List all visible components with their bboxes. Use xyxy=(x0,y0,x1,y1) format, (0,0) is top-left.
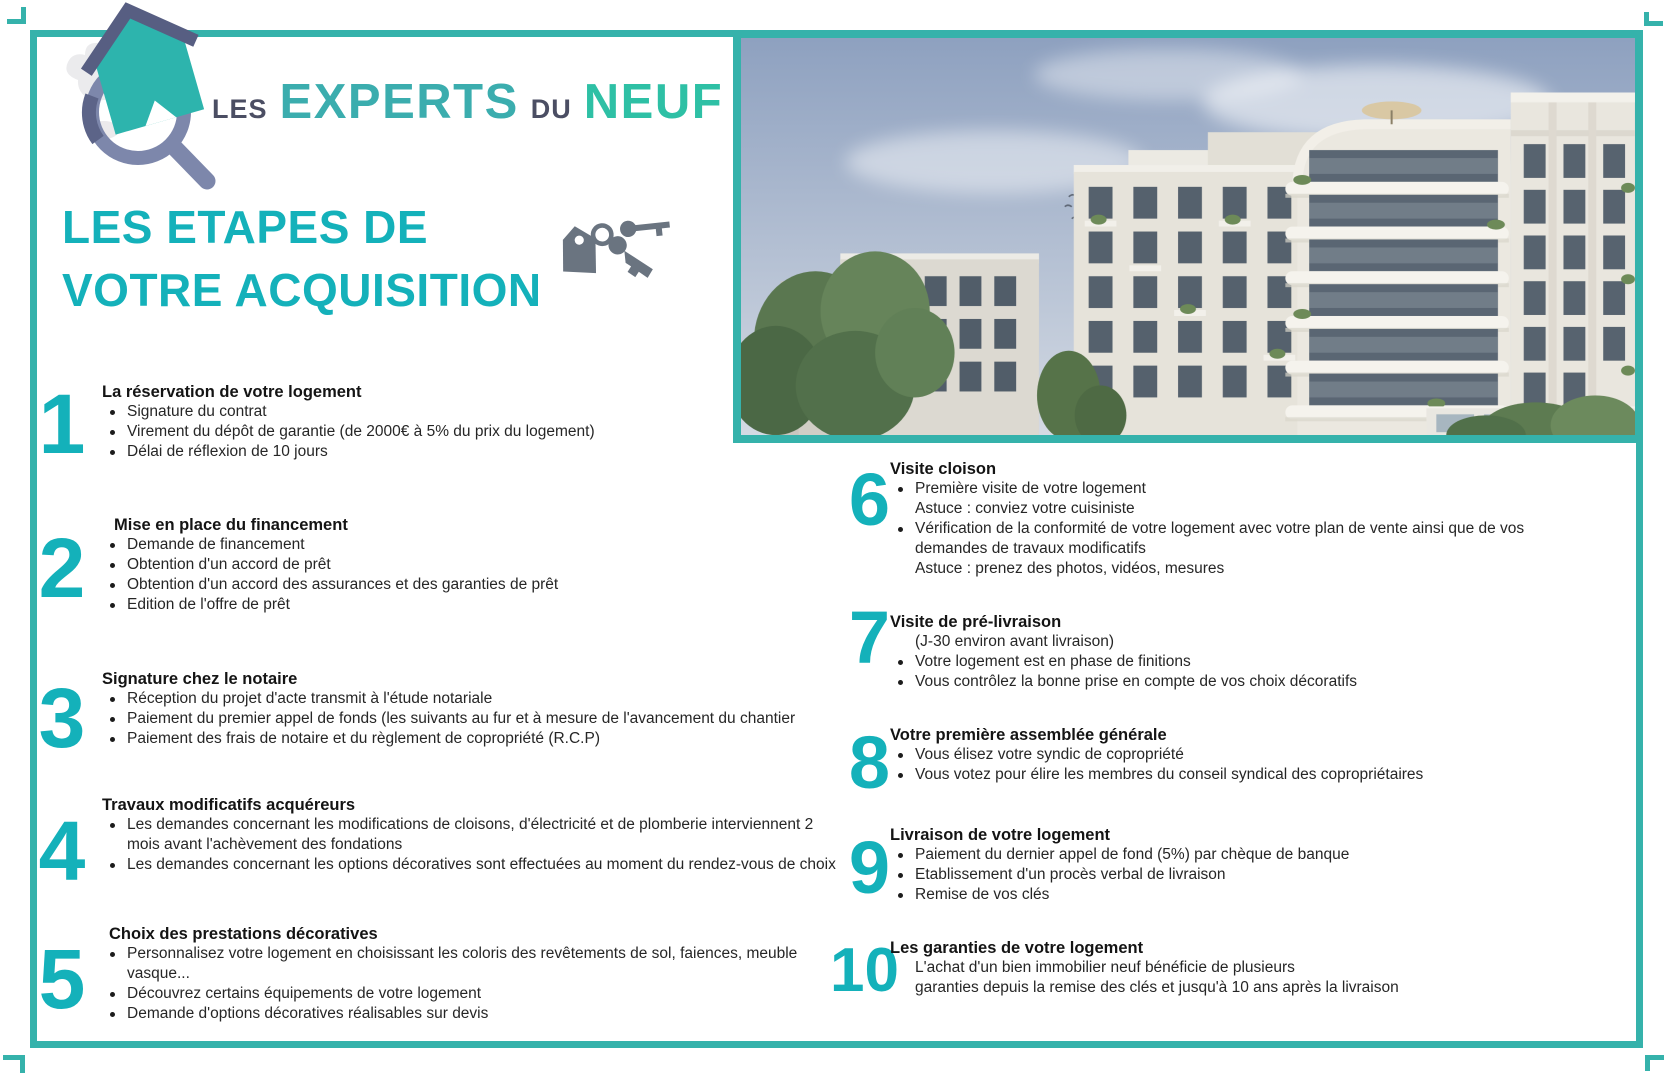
step-item: Vérification de la conformité de votre logement avec votre plan de vente ainsi que de vos xyxy=(890,519,1524,539)
step-number: 3 xyxy=(38,671,86,765)
step-item-note: Astuce : prenez des photos, vidéos, mesures xyxy=(915,560,1225,577)
step-heading: Signature chez le notaire xyxy=(102,670,298,688)
step-item: Vous contrôlez la bonne prise en compte de vos choix décoratifs xyxy=(890,672,1357,692)
corner-tower xyxy=(1285,101,1510,435)
step-item: Vous élisez votre syndic de copropriété xyxy=(890,745,1423,765)
step-number: 1 xyxy=(38,377,86,471)
step-number: 8 xyxy=(848,721,890,804)
step-number: 4 xyxy=(38,804,86,898)
step-item: Edition de l'offre de prêt xyxy=(102,595,558,615)
step-item: Paiement du dernier appel de fond (5%) par chèque de banque xyxy=(890,845,1349,865)
step-item-note: L'achat d'un bien immobilier neuf bénéficie de plusieurs xyxy=(915,959,1295,976)
step-item: Demande d'options décoratives réalisables sur devis xyxy=(102,1004,797,1024)
brand-wordmark xyxy=(212,74,723,130)
step-number: 7 xyxy=(848,596,890,679)
step-block xyxy=(102,669,795,749)
step-items xyxy=(890,632,1357,692)
step-block xyxy=(102,515,558,615)
house-keys-icon xyxy=(556,218,678,298)
step-items xyxy=(102,402,595,462)
step-heading: Visite de pré-livraison xyxy=(890,613,1062,631)
corner-mark-top-left xyxy=(7,7,26,24)
step-number: 9 xyxy=(848,826,890,909)
step-heading: Choix des prestations décoratives xyxy=(109,925,378,943)
step-item-note: (J-30 environ avant livraison) xyxy=(915,633,1115,650)
step-block xyxy=(890,725,1423,785)
step-item: Vous votez pour élire les membres du conseil syndical des copropriétaires xyxy=(890,765,1423,785)
step-items xyxy=(890,479,1524,579)
step-item: Votre logement est en phase de finitions xyxy=(890,652,1357,672)
corner-mark-top-right xyxy=(1644,12,1663,26)
step-block xyxy=(102,924,797,1024)
step-items xyxy=(102,815,836,875)
step-number: 2 xyxy=(38,521,86,615)
step-item-note: demandes de travaux modificatifs xyxy=(915,540,1146,557)
step-item-note: vasque... xyxy=(127,965,190,982)
step-item-note: mois avant l'achèvement des fondations xyxy=(127,836,403,853)
step-item: Découvrez certains équipements de votre logement xyxy=(102,984,797,1004)
step-block xyxy=(890,612,1357,692)
step-item: Virement du dépôt de garantie (de 2000€ à 5% du prix du logement) xyxy=(102,422,595,442)
step-items xyxy=(102,535,558,615)
step-item: Délai de réflexion de 10 jours xyxy=(102,442,595,462)
step-block xyxy=(102,382,595,462)
step-item: Obtention d'un accord de prêt xyxy=(102,555,558,575)
step-item: Personnalisez votre logement en choisissant les coloris des revêtements de sol, faiences, meuble xyxy=(102,944,797,964)
step-heading: Livraison de votre logement xyxy=(890,826,1111,844)
step-heading: Les garanties de votre logement xyxy=(890,939,1144,957)
step-heading: Travaux modificatifs acquéreurs xyxy=(102,796,356,814)
main-building-right-wing xyxy=(1511,92,1635,435)
step-item-note: Astuce : conviez votre cuisiniste xyxy=(915,500,1135,517)
step-items xyxy=(890,745,1423,785)
page-title-line1: LES ETAPES DE xyxy=(62,201,429,253)
corner-mark-bottom-right xyxy=(1645,1055,1664,1071)
step-items xyxy=(102,944,797,1024)
step-item: Les demandes concernant les options décoratives sont effectuées au moment du rendez-vous de choix xyxy=(102,855,836,875)
step-item: Première visite de votre logement xyxy=(890,479,1524,499)
step-item: Les demandes concernant les modifications de cloisons, d'électricité et de plomberie interviennent 2 xyxy=(102,815,836,835)
page-title-line2: VOTRE ACQUISITION xyxy=(62,264,542,316)
step-number: 6 xyxy=(848,458,890,541)
step-heading: Votre première assemblée générale xyxy=(890,726,1167,744)
step-item: Obtention d'un accord des assurances et des garanties de prêt xyxy=(102,575,558,595)
wordmark-neuf: NEUF xyxy=(583,75,724,129)
step-heading: Mise en place du financement xyxy=(114,516,348,534)
step-number: 5 xyxy=(38,932,86,1026)
step-item: Réception du projet d'acte transmit à l'étude notariale xyxy=(102,689,795,709)
step-block xyxy=(890,825,1349,905)
step-heading: Visite cloison xyxy=(890,460,997,478)
step-block xyxy=(890,938,1399,998)
step-block xyxy=(890,459,1524,579)
wordmark-les: LES xyxy=(212,94,268,124)
page-title xyxy=(62,196,542,322)
wordmark-du: DU xyxy=(530,94,572,124)
step-item: Demande de financement xyxy=(102,535,558,555)
step-item: Signature du contrat xyxy=(102,402,595,422)
corner-mark-bottom-left xyxy=(3,1055,25,1073)
step-block xyxy=(102,795,836,875)
step-item: Paiement du premier appel de fonds (les suivants au fur et à mesure de l'avancement du chantier xyxy=(102,709,795,729)
step-item: Etablissement d'un procès verbal de livraison xyxy=(890,865,1349,885)
step-items xyxy=(890,845,1349,905)
wordmark-experts: EXPERTS xyxy=(279,75,519,129)
house-magnifier-icon xyxy=(50,0,220,190)
step-heading: La réservation de votre logement xyxy=(102,383,362,401)
step-item: Remise de vos clés xyxy=(890,885,1349,905)
step-items xyxy=(890,958,1399,998)
step-items xyxy=(102,689,795,749)
building-photo xyxy=(733,30,1643,443)
step-item-note: garanties depuis la remise des clés et jusqu'à 10 ans après la livraison xyxy=(915,979,1399,996)
step-item: Paiement des frais de notaire et du règlement de copropriété (R.C.P) xyxy=(102,729,795,749)
step-number: 10 xyxy=(830,936,899,1005)
